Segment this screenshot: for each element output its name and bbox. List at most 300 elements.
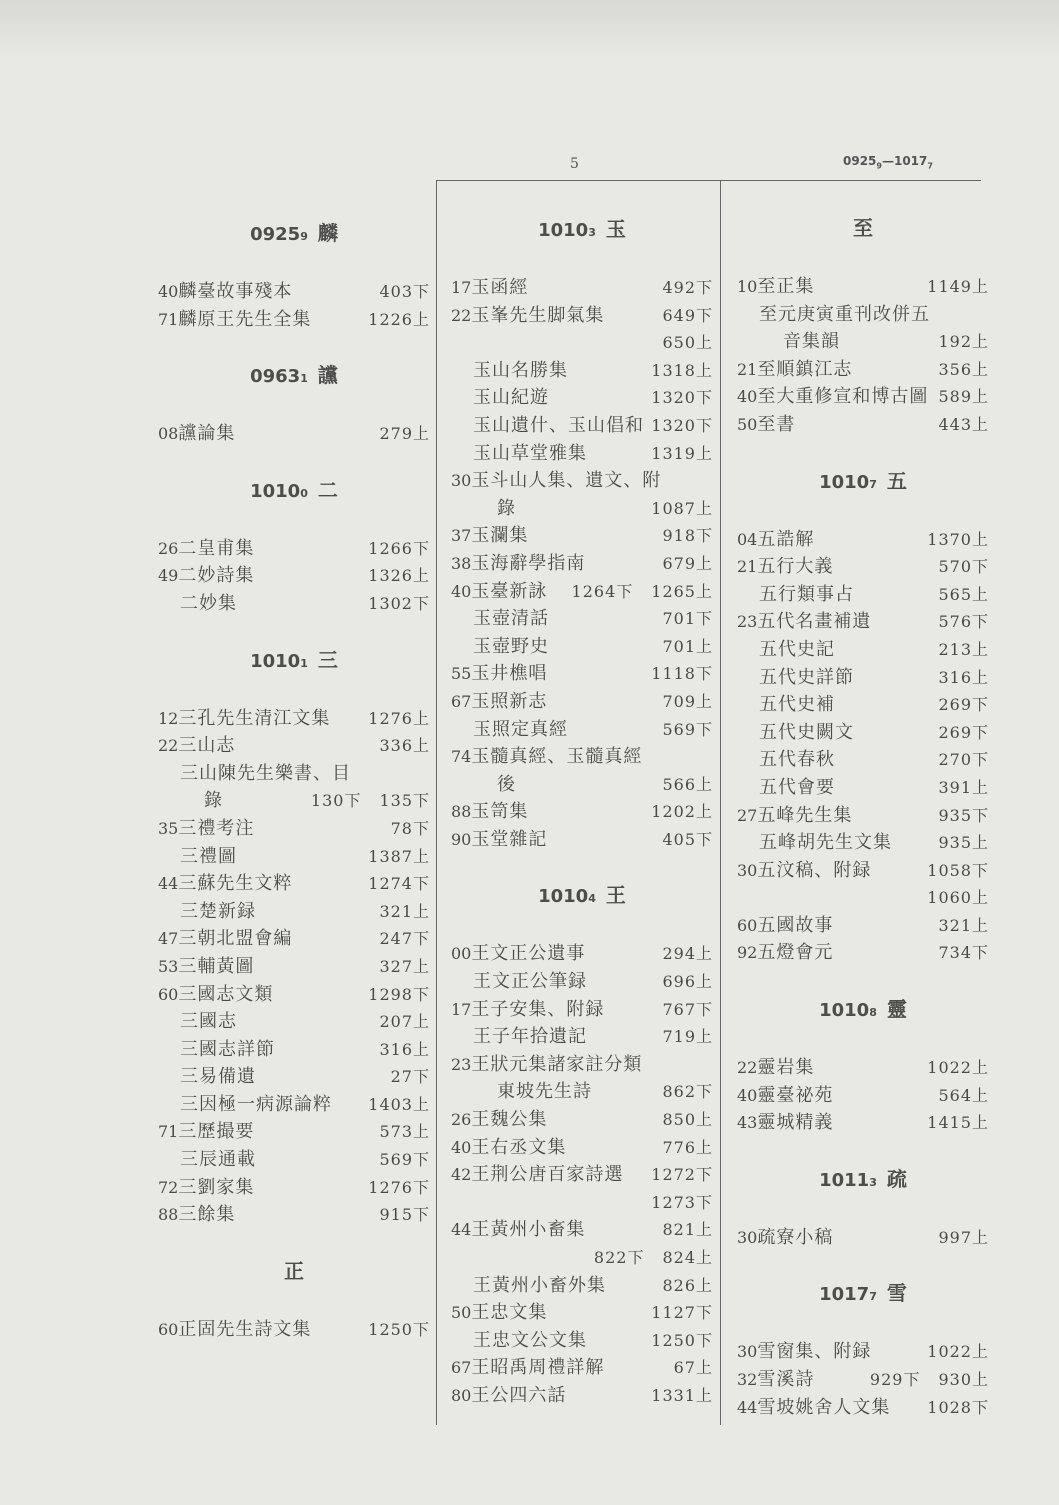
page-reference: 649下	[662, 305, 713, 325]
entry-pages	[938, 719, 989, 747]
entry-pages	[662, 1272, 713, 1300]
section-heading	[451, 853, 713, 940]
index-entry	[451, 1051, 713, 1079]
entry-title: 王荆公唐百家詩選	[471, 1164, 624, 1186]
index-entry	[451, 1078, 713, 1106]
page-reference: 564上	[938, 1085, 989, 1105]
index-entry	[451, 550, 713, 578]
index-entry	[737, 356, 989, 384]
page-reference: 327上	[379, 956, 430, 976]
index-entry	[451, 1299, 713, 1327]
index-entry	[737, 383, 989, 411]
entry-pages	[651, 1299, 713, 1327]
entry-title: 王公四六話	[471, 1384, 567, 1406]
section-heading	[737, 186, 989, 273]
index-entry	[451, 1244, 713, 1272]
section-code: 1010	[538, 886, 589, 908]
entry-pages	[938, 636, 989, 664]
entry-title: 麟臺故事殘本	[178, 281, 293, 302]
page-reference: 576下	[938, 612, 989, 632]
entry-title: 三歷撮要	[178, 1121, 255, 1143]
column-divider	[436, 180, 437, 1425]
entry-code: 40	[158, 282, 179, 301]
entry-title: 至大重修宣和博古圖	[757, 386, 929, 408]
entry-pages	[379, 278, 430, 306]
entry-title: 三孔先生清江文集	[178, 707, 331, 729]
entry-title: 五峰先生集	[757, 804, 853, 826]
entry-pages	[927, 273, 989, 301]
index-entry	[737, 1224, 989, 1252]
entry-code: 40	[737, 387, 758, 407]
entry-code: 38	[451, 553, 472, 573]
page-reference: 391上	[938, 777, 989, 797]
index-entry	[158, 562, 430, 590]
index-entry	[451, 1382, 713, 1410]
entry-pages	[651, 495, 713, 523]
page-reference: 1319上	[651, 443, 713, 463]
entry-code: 22	[451, 305, 472, 325]
page-reference: 709上	[662, 691, 713, 711]
entry-title: 玉山名勝集	[473, 359, 568, 381]
entry-pages	[379, 925, 430, 953]
index-entry	[737, 411, 989, 439]
index-entry	[737, 774, 989, 802]
entry-title: 疏寮小稿	[757, 1226, 834, 1248]
entry-title: 東坡先生詩	[497, 1081, 592, 1103]
entry-title: 王子安集、附録	[471, 998, 605, 1020]
entry-code: 44	[451, 1220, 472, 1240]
entry-title: 玉瀾集	[471, 525, 529, 547]
page-reference: 279上	[379, 424, 430, 444]
entry-pages	[379, 420, 430, 448]
index-entry	[737, 1054, 989, 1082]
index-entry	[451, 274, 713, 302]
entry-code: 60	[158, 984, 179, 1004]
page-reference: 1403上	[368, 1094, 430, 1114]
entry-title: 讜論集	[178, 423, 236, 445]
index-entry	[737, 1394, 989, 1422]
page-reference: 1149上	[927, 277, 989, 296]
index-entry	[737, 664, 989, 692]
page-reference: 247下	[379, 929, 430, 949]
entry-pages	[662, 605, 713, 633]
entry-title: 雪溪詩	[757, 1369, 815, 1391]
page-reference: 294上	[662, 944, 713, 964]
page-reference: 930上	[938, 1370, 989, 1390]
entry-title: 王右丞文集	[471, 1136, 567, 1158]
index-entry	[737, 1366, 989, 1394]
entry-pages	[938, 1224, 989, 1252]
page-reference: 316上	[379, 1039, 430, 1059]
index-entry	[158, 1091, 430, 1119]
page-reference: 1022上	[927, 1342, 989, 1362]
section-code: 1010	[250, 650, 301, 672]
range-start: 0925	[843, 154, 877, 168]
entry-pages	[662, 968, 713, 996]
entry-title: 五汶稿、附録	[757, 859, 872, 881]
entry-pages	[594, 1244, 713, 1272]
entry-pages	[938, 1082, 989, 1110]
index-entry	[158, 953, 430, 981]
entry-pages	[368, 590, 430, 618]
entry-pages	[379, 1146, 430, 1174]
section-code: 1017	[819, 1284, 870, 1306]
index-entry	[158, 1036, 430, 1064]
section-code: 0963	[250, 366, 301, 388]
entry-pages	[391, 1063, 430, 1091]
index-entry	[158, 306, 430, 334]
entry-pages	[662, 1216, 713, 1244]
index-entry	[451, 522, 713, 550]
entry-title: 三楚新録	[180, 900, 256, 922]
entry-code: 42	[451, 1165, 472, 1185]
index-entry	[737, 691, 989, 719]
index-entry	[737, 273, 989, 301]
entry-pages	[662, 940, 713, 968]
entry-code: 04	[737, 529, 758, 549]
entry-title: 錄	[204, 790, 223, 812]
page-reference: 1127下	[651, 1303, 713, 1323]
entry-title: 王狀元集諸家註分類	[471, 1053, 643, 1075]
page-reference: 701下	[662, 609, 713, 629]
index-entry	[737, 553, 989, 581]
page-reference: 997上	[938, 1227, 989, 1247]
entry-pages	[938, 746, 989, 774]
entry-title: 玉山紀遊	[473, 387, 549, 409]
entry-pages	[938, 664, 989, 692]
entry-code: 22	[737, 1058, 758, 1078]
section-heading	[737, 1251, 989, 1338]
entry-code: 43	[737, 1113, 758, 1133]
section-character: 玉	[605, 217, 626, 241]
page-reference: 1087上	[651, 498, 713, 518]
entry-pages	[651, 440, 713, 468]
page-reference: 679上	[662, 553, 713, 573]
entry-code: 50	[737, 414, 758, 434]
entry-pages	[662, 1078, 713, 1106]
index-entry	[451, 1327, 713, 1355]
page-reference: 443上	[938, 414, 989, 434]
entry-title: 王文正公遺事	[471, 943, 586, 965]
entry-pages	[674, 1354, 713, 1382]
index-entry	[451, 1216, 713, 1244]
entry-code: 22	[158, 736, 179, 756]
entry-pages	[651, 1327, 713, 1355]
entry-code: 17	[451, 999, 472, 1019]
entry-title: 後	[497, 773, 516, 795]
entry-code: 47	[158, 929, 179, 949]
page-reference: 929下	[869, 1370, 921, 1390]
section-character: 王	[605, 883, 626, 908]
entry-title: 五燈會元	[757, 942, 834, 964]
entry-code: 88	[158, 1205, 179, 1225]
page-reference: 1264下	[571, 581, 634, 601]
entry-pages	[379, 732, 430, 760]
entry-code: 37	[451, 526, 472, 546]
entry-pages	[379, 953, 430, 981]
index-entry	[158, 1008, 430, 1036]
entry-pages	[938, 608, 989, 636]
index-entry	[158, 815, 430, 843]
index-entry	[451, 688, 713, 716]
page-reference: 1273下	[651, 1192, 713, 1212]
entry-title: 王昭禹周禮詳解	[471, 1357, 605, 1379]
entry-pages	[651, 357, 713, 385]
entry-pages	[938, 383, 989, 411]
section-heading	[158, 333, 430, 420]
page-number: 5	[570, 156, 579, 172]
entry-title: 五代史詳節	[759, 666, 854, 688]
page-reference: 1272下	[651, 1165, 713, 1185]
page-reference: 918下	[662, 526, 713, 546]
entry-title: 玉堂雜記	[471, 828, 548, 850]
entry-pages	[662, 826, 713, 854]
index-entry	[451, 716, 713, 744]
entry-pages	[379, 1201, 430, 1229]
page-reference: 1058下	[927, 860, 989, 880]
entry-code: 30	[737, 1342, 758, 1362]
index-entry	[451, 495, 713, 523]
index-entry	[158, 898, 430, 926]
page-reference: 719上	[662, 1027, 713, 1047]
page-reference: 565上	[938, 584, 989, 604]
page-reference: 492下	[662, 278, 713, 297]
index-entry	[451, 412, 713, 440]
page-reference: 321上	[938, 915, 989, 935]
entry-code: 53	[158, 956, 179, 976]
entry-pages	[662, 522, 713, 550]
entry-code: 30	[451, 471, 472, 491]
entry-code: 08	[158, 424, 179, 444]
entry-pages	[938, 581, 989, 609]
entry-pages	[927, 1109, 989, 1137]
section-code: 1010	[819, 1000, 870, 1022]
page-reference: 821上	[662, 1220, 713, 1240]
entry-pages	[662, 633, 713, 661]
section-character: 五	[886, 468, 907, 493]
index-entry	[451, 1023, 713, 1051]
entry-title: 至順鎮江志	[757, 358, 853, 380]
entry-pages	[662, 1106, 713, 1134]
entry-pages	[927, 857, 989, 885]
page-reference: 336上	[379, 736, 430, 756]
index-entry	[451, 1272, 713, 1300]
entry-code: 50	[451, 1303, 472, 1323]
index-entry	[158, 760, 430, 788]
entry-pages	[662, 996, 713, 1024]
entry-title: 雪窗集、附録	[757, 1341, 872, 1363]
index-entry	[158, 1201, 430, 1229]
entry-code: 23	[737, 612, 758, 632]
index-entry	[158, 278, 430, 306]
entry-title: 五代史闕文	[759, 721, 854, 743]
index-entry	[451, 1189, 713, 1217]
index-entry	[158, 1063, 430, 1091]
page-reference: 213上	[938, 639, 989, 659]
index-entry	[158, 981, 430, 1009]
section-code-sub: 3	[869, 1175, 877, 1189]
entry-code: 74	[451, 747, 472, 767]
section-code: 1010	[250, 480, 301, 502]
entry-title: 三禮圖	[180, 845, 237, 867]
index-entry	[737, 912, 989, 940]
entry-title: 玉壺清話	[473, 608, 549, 630]
range-start-sub: 9	[876, 161, 882, 171]
section-character: 至	[853, 216, 873, 240]
entry-pages	[572, 578, 713, 606]
entry-code: 00	[451, 944, 472, 964]
entry-code: 88	[451, 802, 472, 822]
page-reference: 696上	[662, 972, 713, 992]
page-reference: 316上	[938, 667, 989, 687]
section-heading	[451, 187, 713, 274]
page-reference: 589上	[938, 387, 989, 407]
index-column-2	[451, 187, 713, 1410]
entry-title: 五行類事占	[759, 583, 854, 605]
page-reference: 1265上	[651, 581, 713, 601]
index-entry	[158, 925, 430, 953]
section-heading	[737, 1137, 989, 1224]
page-reference: 27下	[390, 1067, 430, 1087]
page-reference: 1320下	[651, 415, 713, 435]
entry-pages	[938, 774, 989, 802]
entry-title: 王子年拾遺記	[473, 1026, 587, 1048]
section-code-sub: 0	[300, 486, 308, 500]
page-reference: 734下	[938, 943, 989, 963]
index-entry	[737, 636, 989, 664]
page-reference: 1022上	[927, 1058, 989, 1078]
entry-title: 王魏公集	[471, 1109, 548, 1131]
entry-title: 三禮考注	[178, 817, 255, 839]
entry-title: 三劉家集	[178, 1176, 255, 1198]
entry-title: 玉笥集	[471, 801, 529, 823]
index-entry	[451, 940, 713, 968]
entry-title: 三辰通載	[180, 1149, 256, 1171]
entry-pages	[368, 1091, 430, 1119]
entry-pages	[662, 274, 713, 302]
page-reference: 1331上	[651, 1385, 713, 1405]
section-character: 雪	[886, 1281, 907, 1306]
entry-code: 27	[737, 805, 758, 825]
section-character: 靈	[886, 997, 907, 1022]
entry-code: 67	[451, 1358, 472, 1378]
index-entry	[737, 608, 989, 636]
entry-code: 60	[158, 1319, 179, 1339]
entry-pages	[662, 550, 713, 578]
entry-pages	[938, 691, 989, 719]
entry-title: 靈岩集	[757, 1057, 815, 1079]
page-reference: 1060上	[927, 888, 989, 908]
index-entry	[737, 1082, 989, 1110]
entry-pages	[311, 787, 430, 815]
index-entry	[158, 420, 430, 448]
entry-title: 麟原王先生全集	[178, 308, 312, 330]
entry-code: 44	[158, 874, 179, 894]
entry-code: 71	[158, 1122, 179, 1142]
entry-title: 玉髓真經、玉髓真經	[471, 746, 643, 768]
entry-pages	[938, 802, 989, 830]
entry-title: 二妙詩集	[178, 565, 255, 587]
entry-pages	[379, 1008, 430, 1036]
entry-title: 玉山遺什、玉山倡和	[473, 414, 644, 436]
page-reference: 405下	[662, 829, 713, 849]
page-reference: 1202上	[651, 802, 713, 822]
entry-pages	[651, 412, 713, 440]
entry-code: 90	[451, 829, 472, 849]
page-reference: 569下	[379, 1150, 430, 1170]
entry-code: 23	[451, 1054, 472, 1074]
page-reference: 570下	[938, 557, 989, 577]
section-heading	[158, 618, 430, 705]
entry-code: 72	[158, 1177, 179, 1197]
page-reference: 935下	[938, 805, 989, 825]
running-head-range	[843, 154, 933, 170]
entry-code: 67	[451, 691, 472, 711]
entry-title: 五代史記	[759, 638, 835, 660]
page-reference: 1250下	[368, 1319, 430, 1339]
entry-pages	[651, 384, 713, 412]
index-column-1	[158, 191, 430, 1343]
page-reference: 1387上	[368, 846, 430, 866]
entry-title: 錄	[497, 497, 516, 519]
index-entry	[451, 578, 713, 606]
entry-pages	[368, 306, 430, 334]
page-reference: 1302下	[368, 593, 430, 613]
entry-title: 至元庚寅重刊改併五	[759, 303, 930, 325]
page-reference: 1320下	[651, 388, 713, 408]
index-entry	[158, 870, 430, 898]
section-character: 麟	[317, 221, 338, 245]
entry-pages	[662, 688, 713, 716]
entry-pages	[651, 1161, 713, 1189]
page-reference: 701上	[662, 636, 713, 656]
index-entry	[451, 1134, 713, 1162]
index-entry	[451, 329, 713, 357]
entry-title: 五代史補	[759, 694, 835, 716]
entry-pages	[368, 981, 430, 1009]
index-entry	[451, 440, 713, 468]
entry-code: 12	[158, 708, 179, 728]
entry-code: 26	[158, 538, 179, 558]
entry-title: 二妙集	[180, 592, 237, 614]
entry-code: 26	[451, 1110, 472, 1130]
entry-code: 17	[451, 278, 472, 297]
entry-code: 40	[451, 581, 472, 601]
index-entry	[158, 787, 430, 815]
page-reference: 850上	[662, 1110, 713, 1130]
entry-title: 三餘集	[178, 1204, 236, 1226]
index-entry	[451, 633, 713, 661]
index-entry	[451, 1354, 713, 1382]
section-heading	[158, 1229, 430, 1316]
page-reference: 1415上	[927, 1113, 989, 1133]
range-dash: —	[881, 154, 894, 168]
section-code-sub: 8	[869, 1006, 877, 1020]
index-entry	[451, 743, 713, 771]
page-reference: 569下	[662, 719, 713, 739]
index-entry	[737, 802, 989, 830]
entry-title: 三輔黃圖	[178, 955, 255, 977]
entry-pages	[938, 939, 989, 967]
index-entry	[737, 746, 989, 774]
section-heading	[158, 448, 430, 535]
entry-pages	[927, 1054, 989, 1082]
index-entry	[158, 705, 430, 733]
section-character: 二	[317, 477, 338, 502]
entry-pages	[662, 771, 713, 799]
page-reference: 826上	[662, 1275, 713, 1295]
entry-code: 30	[737, 860, 758, 880]
